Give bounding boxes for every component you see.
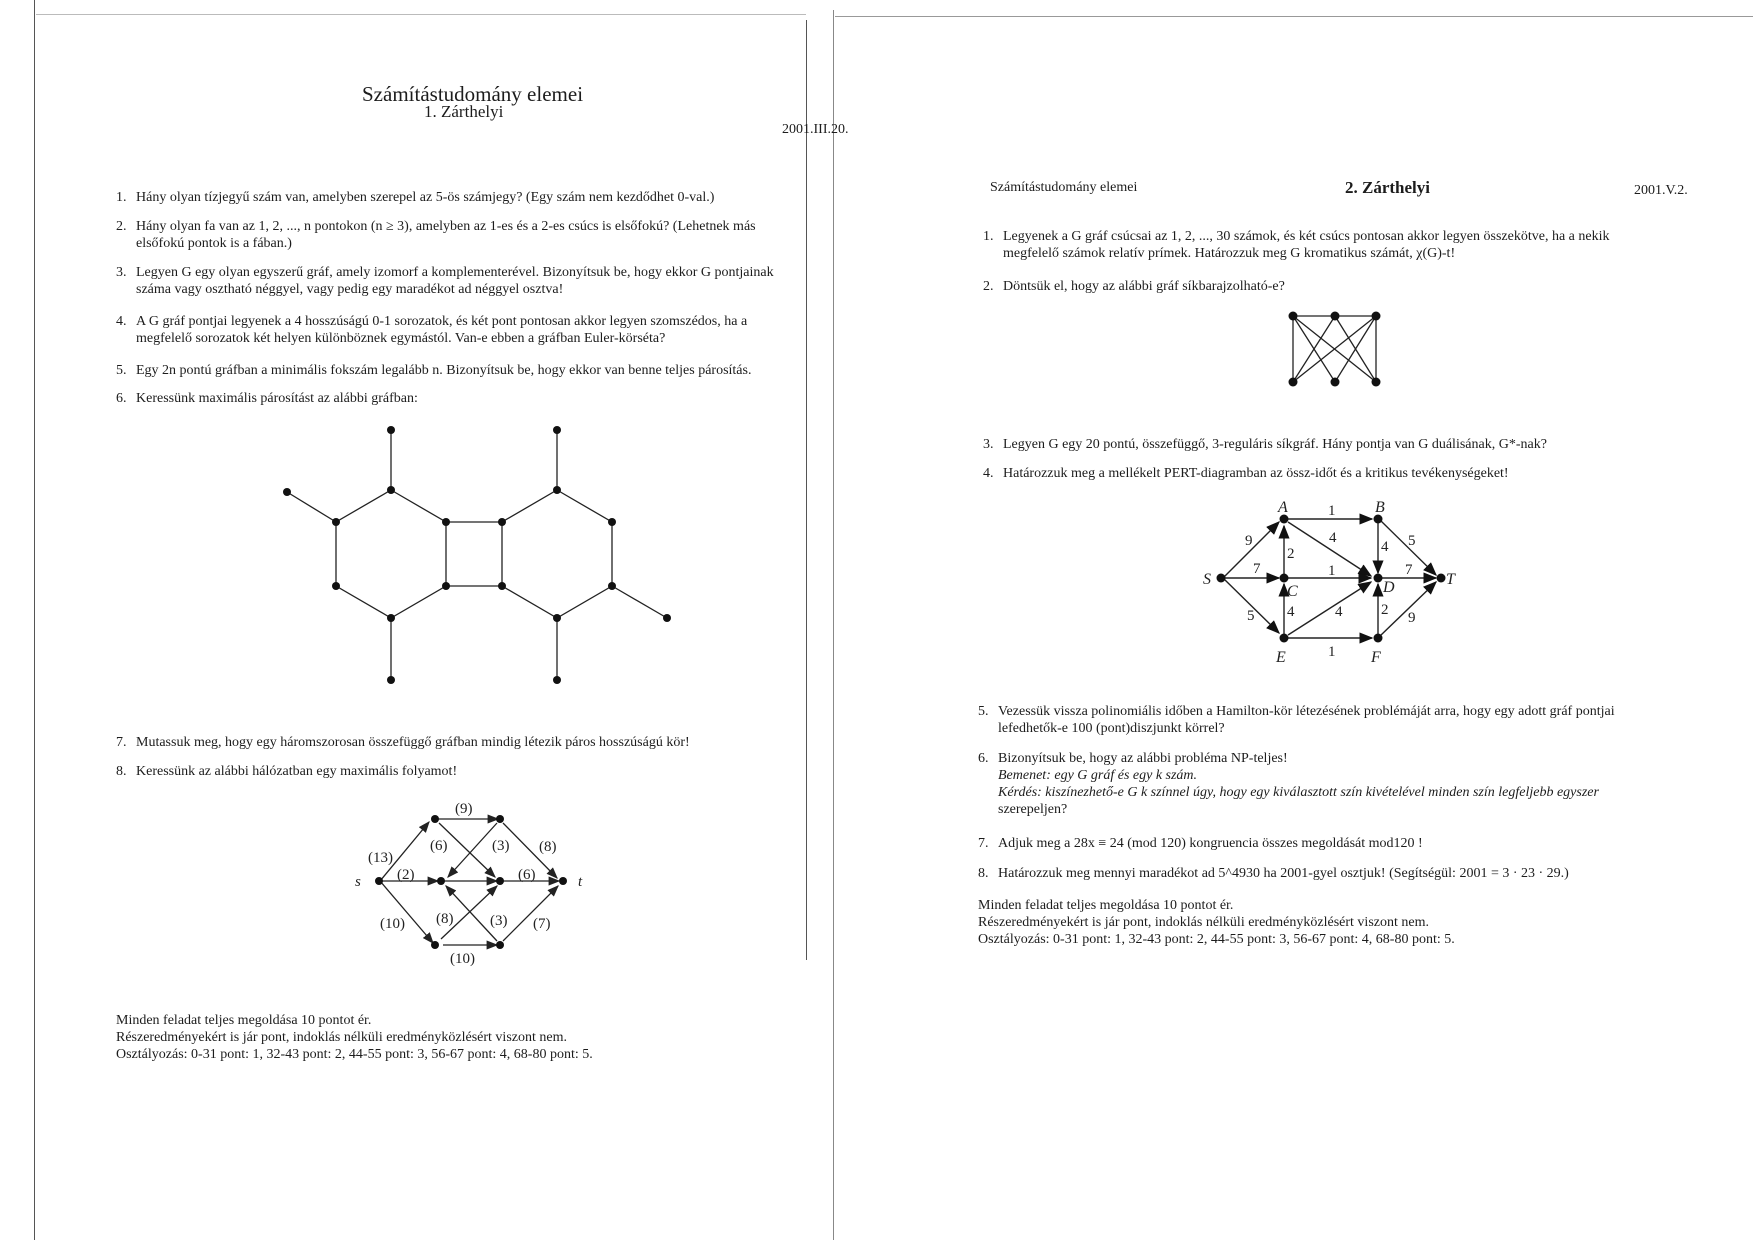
right-question-8 <box>978 865 1569 882</box>
question-number: 4. <box>983 466 994 481</box>
flow-label-t: t <box>578 874 583 890</box>
pert-weight-label: 7 <box>1405 562 1413 578</box>
pert-weight-label: 4 <box>1287 604 1295 620</box>
right-page-top-edge <box>835 16 1753 17</box>
flow-capacity-label: (8) <box>436 911 454 927</box>
right-page-left-edge <box>833 10 834 1240</box>
question-text: Legyenek a G gráf csúcsai az 1, 2, ..., 30 számok, és két csúcs pontosan akkor legyen összekötve, ha a nekik <box>1003 229 1610 244</box>
pert-node-label: T <box>1446 571 1455 588</box>
question-text: Legyen G egy 20 pontú, összefüggő, 3-reguláris síkgráf. Hány pontja van G duálisának, G*-nak? <box>1003 437 1547 452</box>
flow-capacity-label: (8) <box>539 839 557 855</box>
question-text: szerepeljen? <box>998 802 1068 817</box>
flow-capacity-label: (10) <box>450 951 475 967</box>
footer-line: Részeredményekért is jár pont, indoklás nélküli eredményközlésért viszont nem. <box>978 915 1429 930</box>
flow-capacity-label: (3) <box>490 913 508 929</box>
question-text: Legyen G egy olyan egyszerű gráf, amely izomorf a komplementerével. Bizonyítsuk be, hogy ekkor G pontjainak <box>136 265 774 280</box>
question-number: 3. <box>116 265 127 280</box>
question-number: 3. <box>983 437 994 452</box>
left-question-5 <box>116 362 751 379</box>
question-text: lefedhetők-e 100 (pont)diszjunkt körrel? <box>998 721 1225 736</box>
left-question-4 <box>116 313 747 347</box>
question-text: Döntsük el, hogy az alábbi gráf síkbarajzolható-e? <box>1003 279 1285 294</box>
left-scan-edge <box>34 0 35 1240</box>
pert-node-label: C <box>1287 583 1298 600</box>
question-number: 1. <box>983 229 994 244</box>
right-question-4 <box>983 465 1509 482</box>
question-number: 8. <box>116 764 127 779</box>
matching-graph-vertices <box>283 426 671 684</box>
question-number: 7. <box>978 836 989 851</box>
flow-capacity-label: (7) <box>533 916 551 932</box>
question-text: Hány olyan tízjegyű szám van, amelyben szerepel az 5-ös számjegy? (Egy szám nem kezdődhet 0-val.) <box>136 190 715 205</box>
question-text: Keressünk az alábbi hálózatban egy maximális folyamot! <box>136 764 458 779</box>
left-page-right-edge <box>806 20 807 960</box>
pert-node-label: D <box>1383 579 1395 596</box>
flow-capacity-label: (9) <box>455 801 473 817</box>
flow-capacity-label: (10) <box>380 916 405 932</box>
right-footer <box>978 897 1455 948</box>
question-number: 7. <box>116 735 127 750</box>
pert-weight-label: 4 <box>1329 530 1337 546</box>
pert-weight-label: 4 <box>1335 604 1343 620</box>
question-number: 6. <box>978 751 989 766</box>
question-text: Hány olyan fa van az 1, 2, ..., n pontokon (n ≥ 3), amelyben az 1-es és a 2-es csúcs is elsőfokú? (Lehetnek más <box>136 219 756 234</box>
flow-network-diagram <box>345 795 605 970</box>
question-text: Bemenet: egy G gráf és egy k szám. <box>998 768 1198 783</box>
pert-node-label: F <box>1371 649 1381 666</box>
right-course-title: Számítástudomány elemei <box>990 180 1138 195</box>
right-exam-title: 2. Zárthelyi <box>1345 178 1430 197</box>
flow-label-s: s <box>355 874 361 890</box>
flow-capacity-label: (3) <box>492 838 510 854</box>
pert-diagram <box>1195 495 1475 670</box>
flow-capacity-label: (2) <box>397 867 415 883</box>
pert-weight-label: 2 <box>1287 546 1295 562</box>
left-question-3 <box>116 264 774 298</box>
matching-graph-diagram <box>270 415 690 695</box>
pert-weight-label: 7 <box>1253 561 1261 577</box>
question-text: A G gráf pontjai legyenek a 4 hosszúságú 0-1 sorozatok, és két pont pontosan akkor legyen szomszédos, ha a <box>136 314 748 329</box>
question-text: Határozzuk meg mennyi maradékot ad 5^4930 ha 2001-gyel osztjuk! (Segítségül: 2001 = 3 · 23 · 29.) <box>998 866 1569 881</box>
left-page-top-edge <box>36 14 806 15</box>
right-question-1 <box>983 228 1609 262</box>
planarity-graph-edges <box>1293 316 1376 382</box>
question-text: száma vagy osztható néggyel, vagy pedig egy maradékot ad néggyel osztva! <box>136 282 564 297</box>
question-text: Vezessük vissza polinomiális időben a Hamilton-kör létezésének problémáját arra, hogy egy adott gráf pontjai <box>998 704 1615 719</box>
pert-weight-label: 2 <box>1381 602 1389 618</box>
question-text: elsőfokú pontok is a fában.) <box>136 236 292 251</box>
left-exam-title: 1. Zárthelyi <box>424 102 504 121</box>
question-text: Kérdés: kiszínezhető-e G k színnel úgy, hogy egy kiválasztott szín kivételével minden szín legfeljebb egyszer <box>998 785 1599 800</box>
footer-line: Részeredményekért is jár pont, indoklás nélküli eredményközlésért viszont nem. <box>116 1030 567 1045</box>
pert-weight-label: 5 <box>1247 608 1255 624</box>
question-text: Mutassuk meg, hogy egy háromszorosan összefüggő gráfban mindig létezik páros hosszúságú kör! <box>136 735 690 750</box>
left-date: 2001.III.20. <box>782 122 849 137</box>
pert-node-label: B <box>1375 499 1385 516</box>
left-footer <box>116 1012 593 1063</box>
question-number: 2. <box>983 279 994 294</box>
left-question-2 <box>116 218 756 252</box>
footer-line: Minden feladat teljes megoldása 10 pontot ér. <box>978 898 1234 913</box>
right-question-3 <box>983 436 1547 453</box>
planarity-graph-diagram <box>1285 310 1385 390</box>
question-text: megfelelő sorozatok két helyen különböznek egymástól. Van-e ebben a gráfban Euler-körséta? <box>136 331 666 346</box>
pert-weight-label: 9 <box>1245 533 1253 549</box>
left-question-8 <box>116 763 457 780</box>
right-question-5 <box>978 703 1615 737</box>
left-question-6 <box>116 390 418 407</box>
question-number: 4. <box>116 314 127 329</box>
matching-graph-edges <box>287 430 667 680</box>
pert-weight-label: 1 <box>1328 644 1336 660</box>
pert-node-label: E <box>1276 649 1286 666</box>
right-question-6 <box>978 750 1599 818</box>
question-text: Határozzuk meg a mellékelt PERT-diagramban az össz-időt és a kritikus tevékenységeket! <box>1003 466 1509 481</box>
right-date: 2001.V.2. <box>1634 183 1688 198</box>
pert-weight-label: 1 <box>1328 503 1336 519</box>
pert-node-label: A <box>1278 499 1288 516</box>
question-number: 5. <box>978 704 989 719</box>
footer-line: Osztályozás: 0-31 pont: 1, 32-43 pont: 2, 44-55 pont: 3, 56-67 pont: 4, 68-80 pont: 5. <box>978 932 1455 947</box>
flow-capacity-label: (13) <box>368 850 393 866</box>
pert-weight-label: 1 <box>1328 563 1336 579</box>
right-question-2 <box>983 278 1285 295</box>
left-question-7 <box>116 734 690 751</box>
question-text: megfelelő számok relatív prímek. Határozzuk meg G kromatikus számát, χ(G)-t! <box>1003 246 1456 261</box>
left-course-title: Számítástudomány elemei <box>362 82 584 106</box>
question-number: 1. <box>116 190 127 205</box>
question-number: 8. <box>978 866 989 881</box>
footer-line: Minden feladat teljes megoldása 10 pontot ér. <box>116 1013 372 1028</box>
pert-weight-label: 4 <box>1381 539 1389 555</box>
right-question-7 <box>978 835 1423 852</box>
left-question-1 <box>116 189 714 206</box>
pert-node-label: S <box>1203 571 1211 588</box>
question-text: Egy 2n pontú gráfban a minimális fokszám legalább n. Bizonyítsuk be, hogy ekkor van benne teljes párosítás. <box>136 363 752 378</box>
question-number: 5. <box>116 363 127 378</box>
question-text: Keressünk maximális párosítást az alábbi gráfban: <box>136 391 418 406</box>
flow-capacity-label: (6) <box>430 838 448 854</box>
flow-capacity-label: (6) <box>518 867 536 883</box>
pert-weight-label: 9 <box>1408 610 1416 626</box>
question-text: Adjuk meg a 28x ≡ 24 (mod 120) kongruencia összes megoldását mod120 ! <box>998 836 1423 851</box>
question-number: 2. <box>116 219 127 234</box>
pert-weight-label: 5 <box>1408 533 1416 549</box>
question-text: Bizonyítsuk be, hogy az alábbi probléma NP-teljes! <box>998 751 1288 766</box>
footer-line: Osztályozás: 0-31 pont: 1, 32-43 pont: 2, 44-55 pont: 3, 56-67 pont: 4, 68-80 pont: 5. <box>116 1047 593 1062</box>
question-number: 6. <box>116 391 127 406</box>
